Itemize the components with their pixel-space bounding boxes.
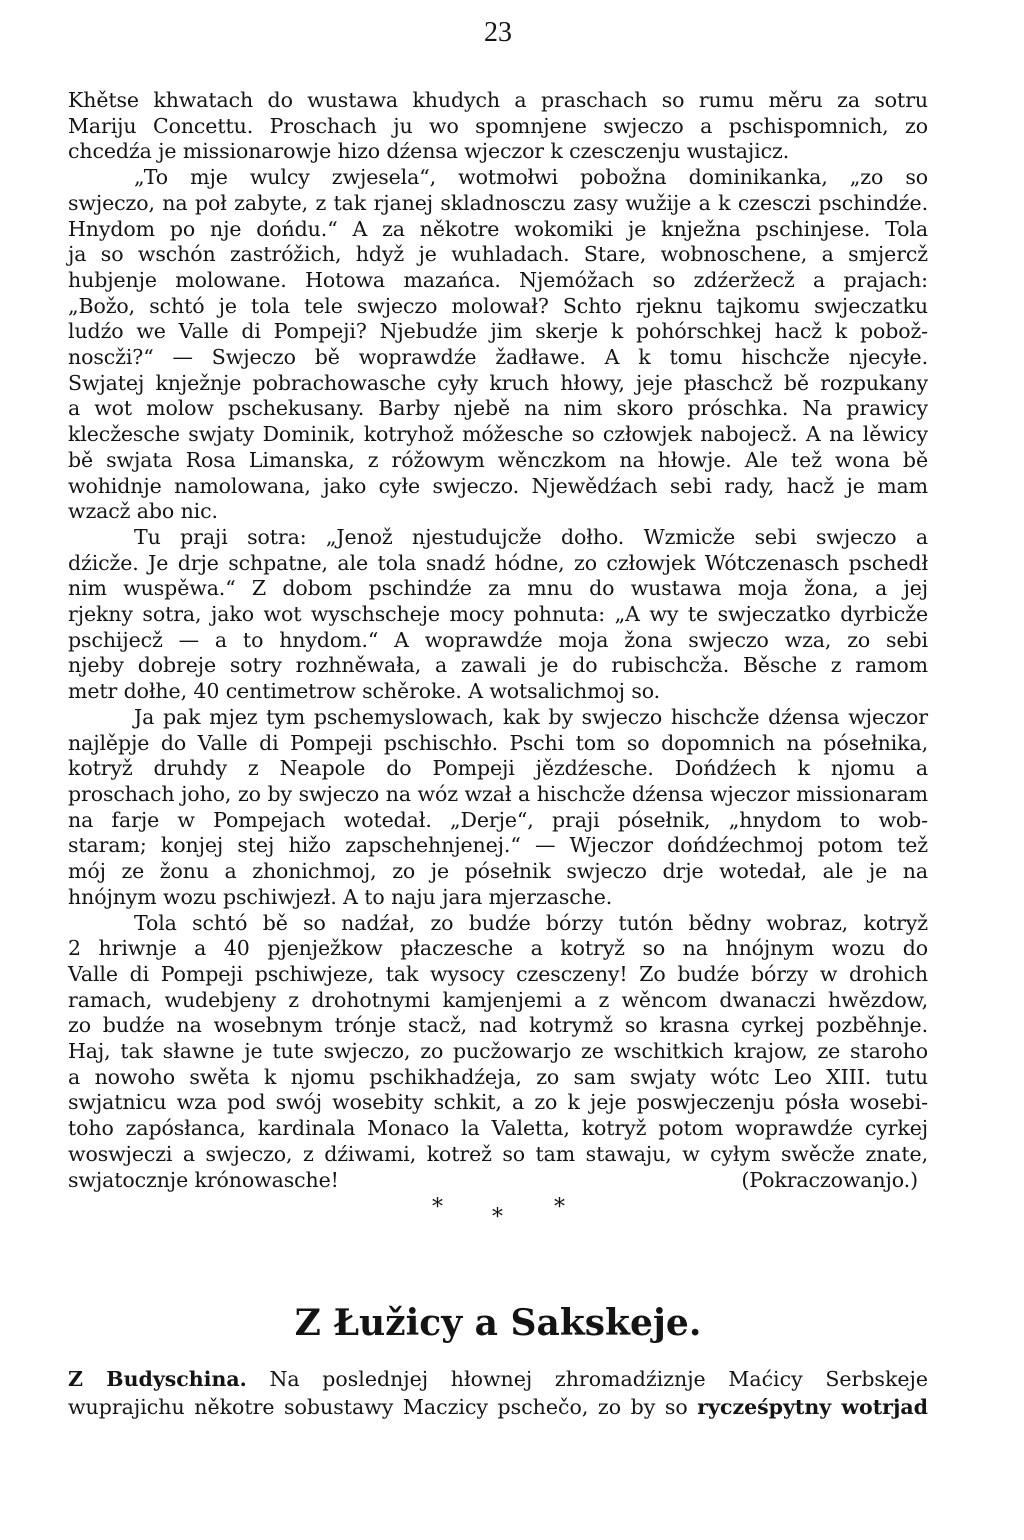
- text-line: swjatnicu wza pod swój wosebity schkit, a zo k jeje poswjeczenju pósła wosebi-: [68, 1090, 928, 1115]
- text-line: Khětse khwatach do wustawa khudych a praschach so rumu měru za sotru: [68, 88, 928, 112]
- text-line: njeby dobreje sotry rozhněwała, a zawali je do rubischcža. Běsche z ramom: [68, 653, 928, 678]
- text-line: ludźo we Valle di Pompeji? Njebudźe jim skerje k pohórschkej hacž k pobož-: [68, 319, 928, 344]
- text-line: ja so wschón zastróžich, hdyž je wuhladach. Stare, wobnoschene, a smjercž: [68, 242, 928, 267]
- paragraph-1: [68, 88, 928, 165]
- text-run: wuprajichu někotre sobustawy Maczicy pschečo, zo by so: [68, 1395, 698, 1420]
- article-body: [68, 88, 928, 1193]
- section-heading: Z Łužicy a Sakskeje.: [294, 1302, 702, 1345]
- text-line: hnójnym wozu pschiwjezł. A to naju jara mjerzasche.: [68, 884, 613, 909]
- text-line: mój ze žonu a zhonichmoj, zo je pósełnik swjeczo drje wotedał, ale je na: [68, 859, 928, 884]
- text-line: [68, 1365, 928, 1393]
- section-separator: [68, 1195, 928, 1235]
- text-line: [68, 1393, 928, 1421]
- paragraph-3: [68, 525, 928, 705]
- text-line: na farje w Pompejach wotedał. „Derje“, praji pósełnik, „hnydom to wob-: [68, 807, 928, 832]
- text-line: wzacž abo nic.: [68, 499, 218, 524]
- text-line: woswjeczi a swjeczo, z dźiwami, kotrež so tam stawaju, w cyłym swěcže znate,: [68, 1141, 928, 1166]
- text-line: „To mje wulcy zwjesela“, wotmołwi pobožna dominikanka, „zo so: [134, 165, 928, 190]
- text-line: bě swjata Rosa Limanska, z róžowym wěnczkom na hłowje. Ale tež wona bě: [68, 447, 928, 472]
- text-line: Haj, tak sławne je tute swjeczo, zo pucžowarjo ze wschitkich krajow, ze staroho: [68, 1039, 928, 1064]
- text-line: hubjenje molowane. Hotowa mazańca. Njemóžach so zdźeržecž a prajach:: [68, 267, 928, 292]
- document-page: [68, 18, 928, 1421]
- text-line: Swjatej knježnje pobrachowasche cyły kruch hłowy, jeje płaschcž bě rozpukany: [68, 370, 928, 395]
- text-line: kotryž druhdy z Neapole do Pompeji jězdźesche. Dońdźech k njomu a: [68, 756, 928, 781]
- text-line: zo budźe na wosebnym trónje stacž, nad kotrymž so krasna cyrkej pozběhnje.: [68, 1013, 928, 1038]
- asterisk-mark: *: [554, 1195, 565, 1221]
- paragraph-5: [68, 911, 928, 1194]
- text-line: klecžesche swjaty Dominik, kotryhož móžesche so człowjek nabojecž. A na lěwicy: [68, 422, 928, 447]
- paragraph-4: [68, 705, 928, 911]
- text-line: Valle di Pompeji pschiwjeze, tak wysocy czesczeny! Zo budźe bórzy w drohich: [68, 961, 928, 986]
- text-line: Hnydom po nje dońdu.“ A za někotre wokomiki je knježna pschinjese. Tola: [68, 216, 928, 241]
- emphasis-run: rycześpytny wotrjad: [697, 1395, 928, 1420]
- text-line: toho zapósłanca, kardinala Monaco la Valetta, kotryž potom woprawdźe cyrkej: [68, 1116, 928, 1141]
- text-line: staram; konjej stej hižo zapschehnjenej.“ — Wjeczor dońdźechmoj potom tež: [68, 833, 928, 858]
- text-line: „Božo, schtó je tola tele swjeczo molował? Schto rjeknu tajkomu swjeczatku: [68, 293, 928, 318]
- place-heading: Z Budyschina.: [68, 1367, 247, 1392]
- asterisk-mark: *: [492, 1205, 503, 1231]
- text-line: pschijecž — a to hnydom.“ A woprawdźe moja žona swjeczo wza, zo sebi: [68, 627, 928, 652]
- text-line: 2 hriwnje a 40 pjenježkow płaczesche a kotryž so na hnójnym wozu do: [68, 936, 928, 961]
- text-line-end: swjatocznje krónowasche!: [68, 1167, 339, 1192]
- text-line: Ja pak mjez tym pschemyslowach, kak by swjeczo hischcže dźensa wjeczor: [134, 704, 928, 729]
- text-line: rjekny sotra, jako wot wyschscheje mocy pohnuta: „A wy te swjeczatko dyrbicže: [68, 602, 928, 627]
- asterisk-mark: *: [432, 1195, 443, 1221]
- text-line: ramach, wudebjeny z drohotnymi kamjenjemi a z wěncom dwanaczi hwězdow,: [68, 987, 928, 1012]
- text-line: swjeczo, na poł zabyte, z tak rjanej skladnosczu zasy wužije a k czesczi pschindźe.: [68, 190, 928, 215]
- text-line: najlěpje do Valle di Pompeji pschischło. Pschi tom so dopomnich na pósełnika,: [68, 730, 928, 755]
- text-line: noscži?“ — Swjeczo bě woprawdźe žadławe. A k tomu hischcže njecyłe.: [68, 345, 928, 370]
- text-line: Tu praji sotra: „Jenož njestudujcže dołho. Wzmicže sebi swjeczo a: [134, 524, 928, 549]
- page-number: 23: [484, 17, 512, 48]
- text-line: proschach joho, zo by swjeczo na wóz wzał a hischcže dźensa wjeczor missionaram: [68, 781, 928, 806]
- news-item: [68, 1365, 928, 1421]
- text-line: a nowoho swěta k njomu pschikhadźeja, zo sam swjaty wótc Leo XIII. tutu: [68, 1064, 928, 1089]
- continuation-note: (Pokraczowanjo.): [741, 1167, 918, 1192]
- text-line: Tola schtó bě so nadźał, zo budźe bórzy tutón bědny wobraz, kotryž: [134, 910, 928, 935]
- text-line: a wot molow pschekusany. Barby njebě na nim skoro próschka. Na prawicy: [68, 396, 928, 421]
- text-line: chcedźa je missionarowje hizo dźensa wjeczor k czesczenju wustajicz.: [68, 139, 790, 164]
- text-run: Na poslednjej hłownej zhromadźiznje Maćicy Serbskeje: [246, 1367, 928, 1392]
- text-line: dźicže. Je drje schpatne, ale tola snadź hódne, zo człowjek Wótczenasch pschedł: [68, 550, 928, 575]
- text-line: wohidnje namolowana, jako cyłe swjeczo. Njewědźach sebi rady, hacž je mam: [68, 473, 928, 498]
- text-line-with-signoff: [68, 1168, 928, 1194]
- paragraph-2: [68, 165, 928, 525]
- text-line: metr dołhe, 40 centimetrow schěroke. A wotsalichmoj so.: [68, 679, 661, 704]
- text-line: nim wuspěwa.“ Z dobom pschindźe za mnu do wustawa moja žona, a jej: [68, 576, 928, 601]
- text-line: Mariju Concettu. Proschach ju wo spomnjene swjeczo a pschispomnich, zo: [68, 113, 928, 138]
